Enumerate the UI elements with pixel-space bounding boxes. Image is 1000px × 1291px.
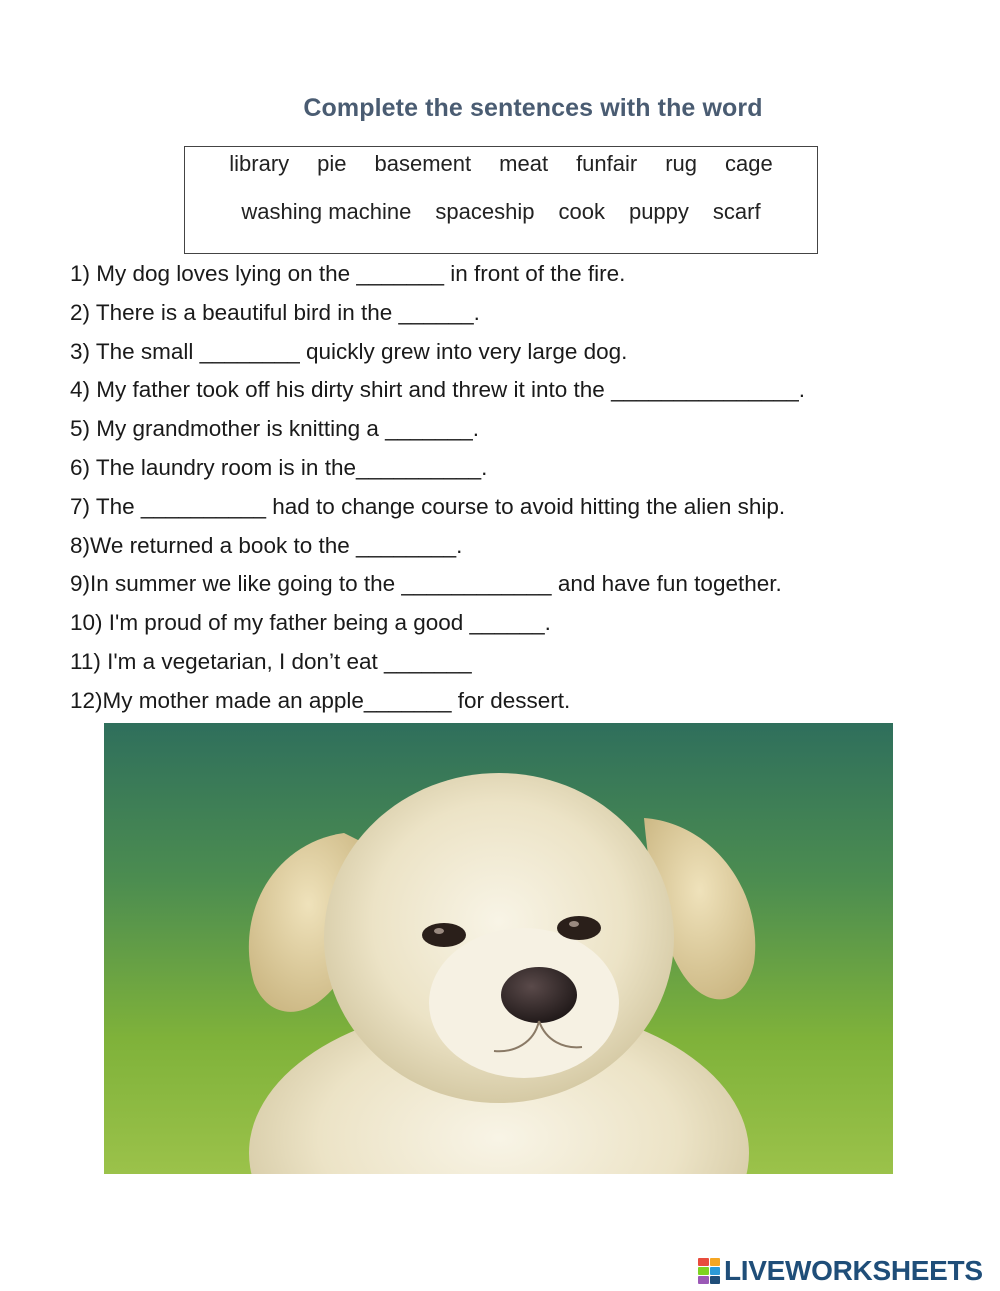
- sentence-12: 12)My mother made an apple_______ for dessert.: [70, 687, 571, 713]
- worksheet-title: Complete the sentences with the word: [303, 94, 763, 122]
- word-bank-row-2: [185, 199, 817, 225]
- word-bank-item: cook: [558, 199, 605, 224]
- word-bank-item: washing machine: [241, 199, 412, 224]
- sentence-10: 10) I'm proud of my father being a good ______.: [70, 610, 551, 636]
- word-bank-item: rug: [665, 151, 698, 176]
- puppy-photo: [104, 723, 893, 1174]
- word-bank-item: library: [229, 151, 290, 176]
- sentence-6: 6) The laundry room is in the__________.: [70, 454, 488, 480]
- sentence-list: [70, 259, 970, 725]
- word-bank-row-1: [185, 151, 817, 177]
- brand-mark-icon: [698, 1258, 720, 1284]
- word-bank-item: funfair: [576, 151, 638, 176]
- word-bank: [184, 146, 818, 254]
- sentence-9: 9)In summer we like going to the ____________ and have fun together.: [70, 571, 782, 597]
- word-bank-item: spaceship: [435, 199, 535, 224]
- sentence-8: 8)We returned a book to the ________.: [70, 532, 463, 558]
- word-bank-item: cage: [725, 151, 773, 176]
- brand-text: LIVEWORKSHEETS: [724, 1255, 983, 1286]
- word-bank-item: basement: [374, 151, 472, 176]
- sentence-4: 4) My father took off his dirty shirt and threw it into the _______________.: [70, 377, 806, 403]
- sentence-5: 5) My grandmother is knitting a _______.: [70, 416, 479, 442]
- word-bank-item: puppy: [628, 199, 689, 224]
- word-bank-item: meat: [499, 151, 549, 176]
- sentence-1: 1) My dog loves lying on the _______ in front of the fire.: [70, 261, 626, 286]
- sentence-3: 3) The small ________ quickly grew into very large dog.: [70, 338, 628, 364]
- sentence-7: 7) The __________ had to change course to avoid hitting the alien ship.: [70, 493, 786, 519]
- liveworksheets-logo: [698, 1254, 983, 1288]
- word-bank-item: pie: [317, 151, 347, 176]
- sentence-11: 11) I'm a vegetarian, I don’t eat _______: [70, 648, 472, 674]
- sentence-2: 2) There is a beautiful bird in the ______.: [70, 299, 480, 325]
- word-bank-item: scarf: [712, 199, 761, 224]
